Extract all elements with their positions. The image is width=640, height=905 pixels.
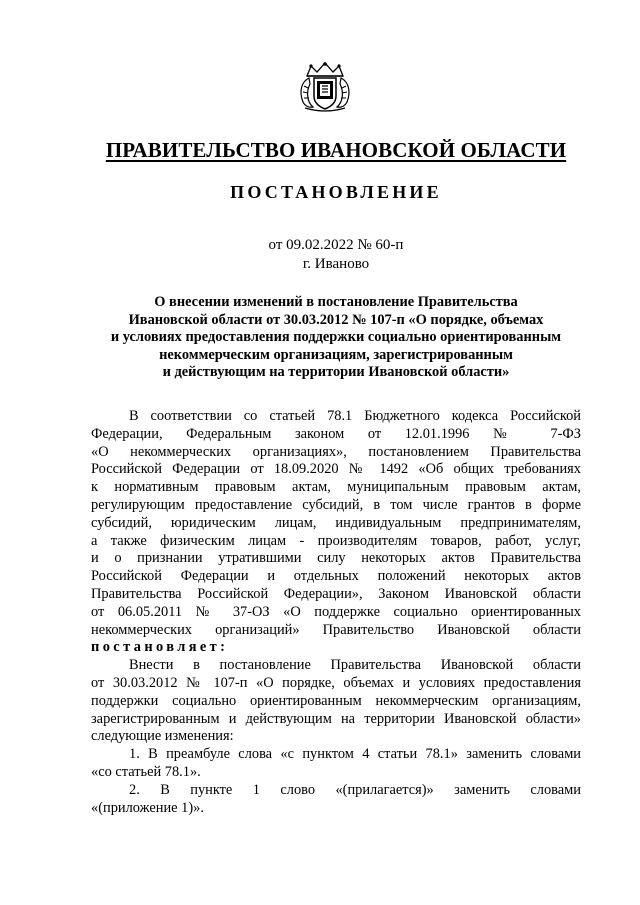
title-line: О внесении изменений в постановление Правительства [154, 294, 518, 310]
preamble-line: к нормативным правовым актам, муниципальным правовым актам, [91, 479, 581, 496]
intro-line: поддержки социально ориентированным некоммерческим организациям, [91, 692, 581, 709]
intro-line: зарегистрированным и действующим на территории Ивановской области» [91, 710, 581, 727]
preamble-line: а также физическим лицам - производителям товаров, работ, услуг, [91, 532, 581, 549]
intro-line: следующие изменения: [91, 728, 234, 745]
item-1-line: «со статьей 78.1». [91, 763, 201, 780]
preamble-line: некоммерческих организаций» Правительство Ивановской области [91, 621, 581, 638]
item-2-line: «(приложение 1)». [91, 799, 204, 816]
preamble-line: Федерации, Федеральным законом от 12.01.1996 № 7-ФЗ [91, 425, 581, 442]
preamble-line: от 06.05.2011 № 37-ОЗ «О поддержке социально ориентированных [91, 603, 581, 620]
preamble-line: Российской Федерации и отдельных положений некоторых актов [91, 568, 581, 585]
preamble-line: и о признании утратившими силу некоторых актов Правительства [91, 550, 581, 567]
document-title [88, 294, 584, 382]
preamble-line: «О некоммерческих организациях», постановлением Правительства [91, 443, 581, 460]
item-2-line: 2. В пункте 1 слово «(прилагается)» заменить словами [129, 781, 581, 798]
intro-line: от 30.03.2012 № 107-п «О порядке, объемах и условиях предоставления [91, 674, 581, 691]
title-line: Ивановской области от 30.03.2012 № 107-п «О порядке, объемах [128, 311, 544, 328]
government-title: ПРАВИТЕЛЬСТВО ИВАНОВСКОЙ ОБЛАСТИ [105, 138, 567, 162]
title-line: некоммерческим организациям, зарегистрированным [159, 346, 513, 363]
city-line: г. Иваново [302, 256, 370, 272]
intro-line: Внести в постановление Правительства Ивановской области [129, 657, 581, 674]
document-type-heading: ПОСТАНОВЛЕНИЕ [230, 182, 442, 202]
document-body [91, 408, 581, 817]
preamble-line: Правительства Российской Федерации», Законом Ивановской области [91, 585, 581, 602]
preamble-line: регулирующим предоставление субсидий, в том числе грантов в форме [91, 496, 581, 513]
title-line: и действующим на территории Ивановской области» [162, 364, 510, 380]
item-1-line: 1. В преамбуле слова «с пунктом 4 статьи 78.1» заменить словами [129, 746, 581, 763]
preamble-line: субсидий, юридическим лицам, индивидуальным предпринимателям, [91, 514, 581, 531]
ivanovo-coat-of-arms-icon [297, 62, 353, 112]
preamble-line: Российской Федерации от 18.09.2020 № 1492 «Об общих требованиях [91, 461, 581, 478]
resolves-word: постановляет: [91, 639, 229, 656]
title-line: и условиях предоставления поддержки социально ориентированным [110, 329, 562, 345]
preamble-line: В соответствии со статьей 78.1 Бюджетного кодекса Российской [129, 408, 581, 424]
date-number-line: от 09.02.2022 № 60-п [268, 237, 404, 253]
